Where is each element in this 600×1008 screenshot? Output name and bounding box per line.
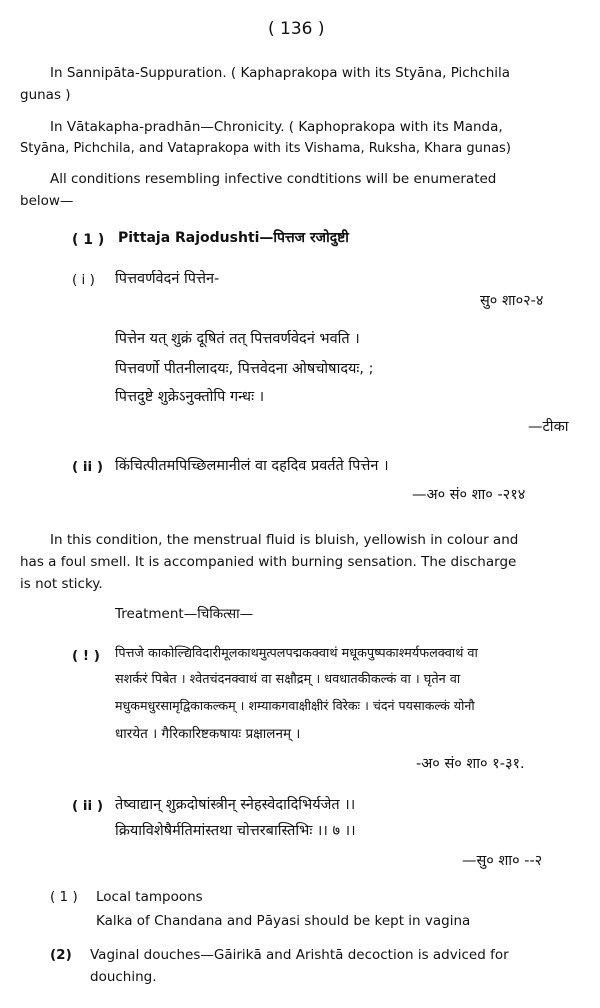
item-ii-number: ( ii ): [72, 459, 103, 475]
quote-line3: पित्तदुष्टे शुक्रेऽनुक्तोपि गन्धः ।: [115, 389, 265, 405]
local-title: Local tampoons: [96, 889, 203, 905]
treatment-i-line3: मधुकमधुरसामृद्विकाकल्कम् । शम्याकगवाक्षीक्षीरं विरेकः । चंदनं पयसाकल्कं योनौ: [115, 698, 475, 713]
quote-line2: पित्तवर्णो पीतनीलादयः, पित्तवेदना ओषचोषादयः, ;: [115, 361, 374, 377]
reference-su-sha-2-4: सु० शा०२-४: [480, 293, 544, 309]
douche-number: (2): [50, 947, 72, 963]
item-ii-text: किंचित्पीतमपिच्छिलमानीलं वा दहदिव प्रवर्तते पित्तेन ।: [115, 458, 389, 474]
reference-as-sam-sha-1-31: -अ० सं० शा० १-३१.: [416, 756, 525, 772]
para4-line2: has a foul smell. It is accompanied with burning sensation. The discharge: [20, 554, 517, 570]
para4-line3: is not sticky.: [20, 576, 103, 592]
item-i-text: पित्तवर्णवेदनं पित्तेन-: [115, 271, 220, 287]
para4-line1: In this condition, the menstrual fluid is bluish, yellowish in colour and: [50, 532, 519, 548]
para3-line1: All conditions resembling infective condtitions will be enumerated: [50, 171, 497, 187]
treatment-item-i-number: ( ! ): [72, 648, 100, 664]
local-text: Kalka of Chandana and Pāyasi should be kept in vagina: [96, 913, 471, 929]
para3-line2: below—: [20, 193, 74, 209]
treatment-ii-line2: क्रियाविशेषैर्मतिमांस्तथा चोत्तरबास्तिभिः ।। ७ ।।: [115, 823, 356, 839]
reference-su-sha-2: —सु० शा० --२: [462, 853, 543, 869]
page-number: ( 136 ): [268, 19, 325, 39]
treatment-i-line4: धारयेत । गैरिकारिष्टकषायः प्रक्षालनम् ।: [115, 726, 301, 742]
treatment-i-line1: पित्तजे काकोल्द्यिविदारीमूलकाथमुत्पलपद्मकक्वाथं मधूकपुष्पकाश्मर्यफलक्वाथं वा: [115, 646, 478, 661]
treatment-item-ii-number: ( ii ): [72, 798, 103, 814]
treatment-i-line2: सशर्करं पिबेत । श्वेतचंदनक्वाथं वा सक्षौद्रम् । धवधातकीकल्कं वा । घृतेन वा: [115, 672, 461, 687]
local-number: ( 1 ): [50, 889, 78, 905]
douche-line1: Vaginal douches—Gāirikā and Arishtā decoction is adviced for: [90, 947, 509, 963]
item-i-number: ( i ): [72, 272, 95, 288]
quote-line1: पित्तेन यत् शुक्रं दूषितं तत् पित्तवर्णवेदनं भवति ।: [115, 331, 360, 347]
douche-line2: douching.: [90, 969, 157, 985]
treatment-label: Treatment—चिकित्सा—: [115, 606, 254, 622]
reference-as-sam-sha: —अ० सं० शा० -२१४: [412, 487, 526, 503]
section1-number: ( 1 ): [72, 232, 105, 248]
para1-line1: In Sannipāta-Suppuration. ( Kaphaprakopa with its Styāna, Pichchila: [50, 65, 511, 81]
section1-title: Pittaja Rajodushti—पित्तज रजोदुष्टी: [118, 230, 349, 246]
para1-line2: gunas ): [20, 87, 71, 103]
para2-line2: Styāna, Pichchila, and Vataprakopa with its Vishama, Ruksha, Khara gunas): [20, 141, 511, 156]
para2-line1: In Vātakapha-pradhān—Chronicity. ( Kaphoprakopa with its Manda,: [50, 119, 503, 135]
tika-label: —टीका: [528, 419, 569, 435]
treatment-ii-line1: तेष्वाद्यान् शुक्रदोषांस्त्रीन् स्नेहस्वेदादिभिर्यजेत ।।: [115, 797, 356, 813]
